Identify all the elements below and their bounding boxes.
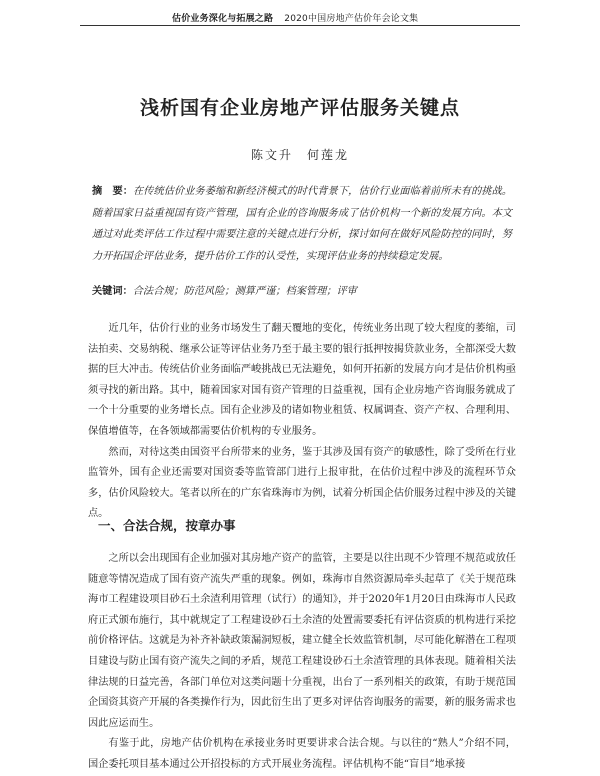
article-authors: 陈文升 何莲龙 [250, 148, 349, 162]
body-paragraph-2: 然而，对待这类由国资平台所带来的业务，鉴于其涉及国有资产的敏感性，除了受所在行业监管外，国有企业还需要对国资委等监管部门进行上报审批，在估价过程中涉及的流程环节众多，估价风险较大。笔者以所在的广东省珠海市为例，试着分析国企估价服务过程中涉及的关键点。 [88, 446, 516, 520]
body-paragraph-1: 近几年，估价行业的业务市场发生了翻天覆地的变化，传统业务出现了较大程度的萎缩，司法拍卖、交易纳税、继承公证等评估业务乃至于最主要的银行抵押按揭贷款业务，全都深受大数据的巨大冲击。传统估价业务面临严峻挑战已无法避免，如何开拓新的发展方向才是估价机构亟须寻找的新出路。其中，随着国家对国有资产管理的日益重视，国有企业房地产咨询服务就成了一个十分重要的业务增长点。国有企业涉及的诸如物业租赁、权属调查、资产产权、合理利用、保值增值等，在各领域都需要估价机构的专业服务。 [88, 323, 516, 437]
keywords [92, 283, 512, 300]
running-header-subtitle: 2020中国房地产估价年会论文集 [284, 14, 419, 24]
body-paragraph-3: 之所以会出现国有企业加强对其房地产资产的监管，主要是以往出现不少管理不规范或放任随意等情况造成了国有资产流失严重的现象。例如，珠海市自然资源局牵头起草了《关于规范珠海市工程建设项目砂石土余渣利用管理（试行）的通知》，并于2020年1月20日由珠海市人民政府正式颁布施行，其中就规定了工程建设砂石土余渣的处置需要委托有评估资质的机构进行采挖前价格评估。这就是为补齐补缺政策漏洞短板，建立健全长效监管机制，尽可能化解潜在工程项目建设与防止国有资产流失之间的矛盾，规范工程建设砂石土余渣管理的具体表现。随着相关法律法规的日益完善，各部门单位对这类问题十分重视，出台了一系列相关的政策，有助于规范国企国资其资产开展的各类操作行为，因此衍生出了更多对评估咨询服务的需要，新的服务需求也因此应运而生。 [88, 553, 516, 729]
running-header [172, 11, 418, 24]
body-paragraph-4: 有鉴于此，房地产估价机构在承接业务时更要讲求合法合规。与以往的“熟人”介绍不同，国企委托项目基本通过公开招投标的方式开展业务流程。评估机构不能“盲目”地承接 [88, 738, 516, 770]
keywords-label: 关键词： [92, 285, 133, 297]
section-heading-1: 一、合法合规，按章办事 [98, 518, 236, 533]
keywords-text: 合法合规；防范风险；测算严谨；档案管理；评审 [132, 286, 357, 297]
abstract [92, 181, 512, 267]
body-section-1 [88, 549, 516, 776]
body-intro [88, 319, 516, 525]
abstract-label: 摘 要： [92, 185, 133, 197]
header-divider [80, 25, 520, 26]
running-header-series: 估价业务深化与拓展之路 [172, 14, 274, 24]
abstract-text: 在传统估价业务萎缩和新经济模式的时代背景下，估价行业面临着前所未有的挑战。随着国家日益重视国有资产管理，国有企业的咨询服务成了估价机构一个新的发展方向。本文通过对此类评估工作过程中需要注意的关键点进行分析，探讨如何在做好风险防控的同时，努力开拓国企评估业务，提升估价工作的认受性，实现评估业务的持续稳定发展。 [92, 186, 512, 262]
article-title: 浅析国有企业房地产评估服务关键点 [139, 97, 460, 119]
